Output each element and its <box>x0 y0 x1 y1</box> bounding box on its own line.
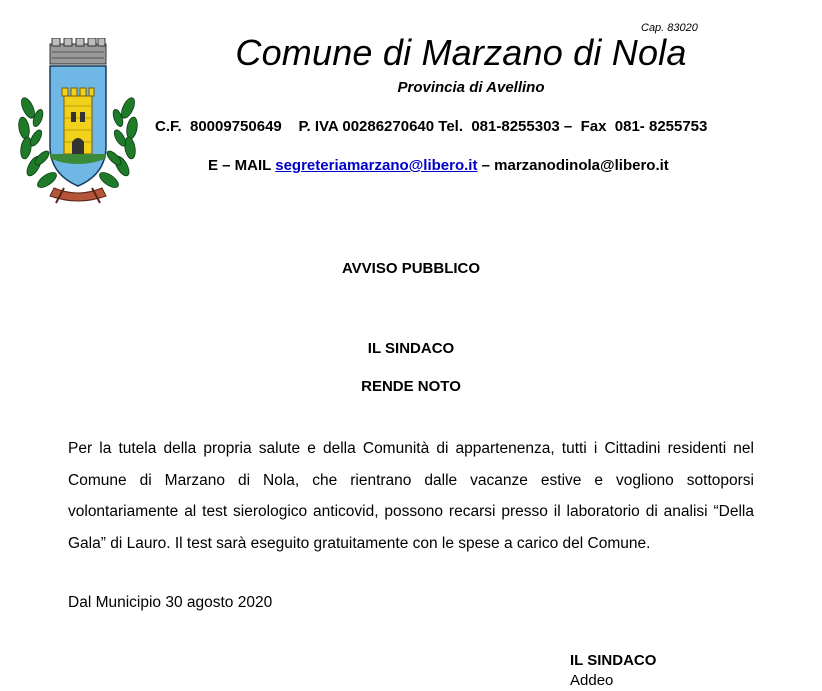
announces-heading: RENDE NOTO <box>361 378 461 395</box>
notice-heading: AVVISO PUBBLICO <box>341 260 481 277</box>
primary-email-link[interactable]: segreteriamarzano@libero.it <box>275 157 478 174</box>
secondary-email: marzanodinola@libero.it <box>494 157 669 174</box>
email-label: E – MAIL <box>208 157 276 174</box>
fiscal-contact-line: C.F. 80009750649 P. IVA 00286270640 Tel. 081-8255303 – Fax 081- 8255753 <box>155 118 708 135</box>
signature-name: Addeo <box>570 672 614 689</box>
signature-role: IL SINDACO <box>570 652 657 669</box>
notice-body: Per la tutela della propria salute e della Comunità di appartenenza, tutti i Cittadini residenti nel Comune di Marzano di Nola, che rientrano dalle vacanze estive e vogliono sottoporsi volontariamente al test sierologico anticovid, possono recarsi presso il laboratorio di analisi “Della Gala” di Lauro. Il test sarà eseguito gratuitamente con le spese a carico del Comune. <box>68 440 754 552</box>
municipality-title: Comune di Marzano di Nola <box>235 32 687 73</box>
place-date: Dal Municipio 30 agosto 2020 <box>68 594 273 611</box>
province-label: Provincia di Avellino <box>397 79 545 96</box>
email-separator: – <box>477 157 495 174</box>
authority-heading: IL SINDACO <box>367 340 455 357</box>
postal-code: Cap. 83020 <box>641 22 698 34</box>
email-line <box>208 157 669 174</box>
